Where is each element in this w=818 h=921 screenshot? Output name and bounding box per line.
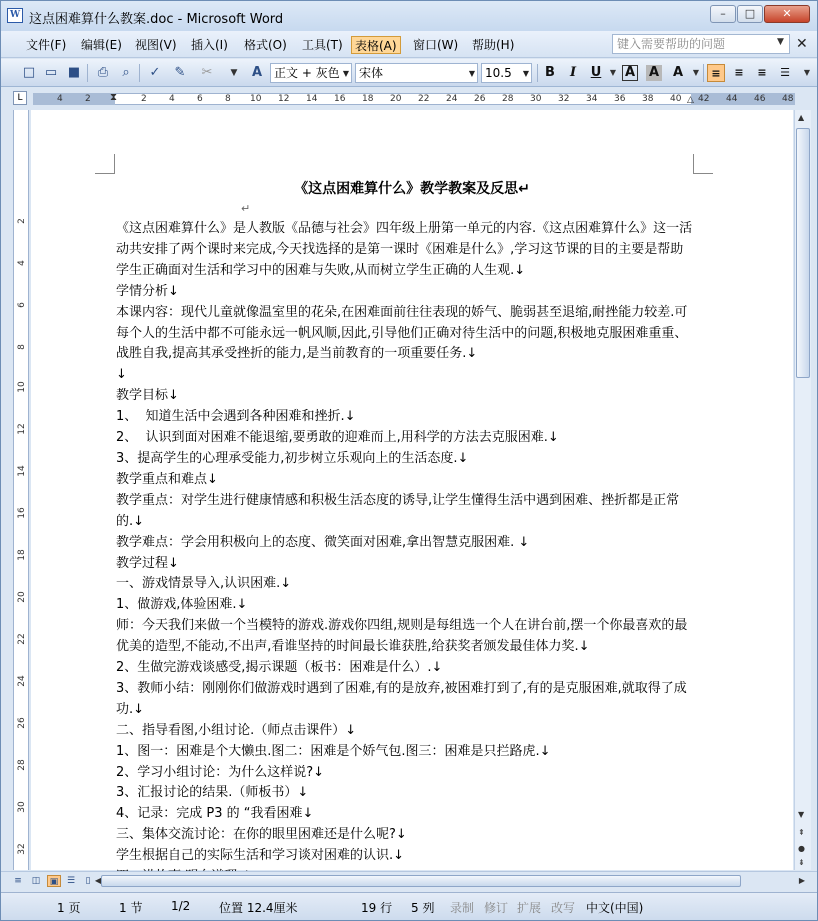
vertical-scrollbar[interactable] (794, 110, 811, 870)
vruler-number: 16 (17, 507, 27, 519)
styles-pane-icon[interactable]: A (251, 65, 263, 80)
vruler-number: 30 (17, 801, 27, 813)
ruler-number: 4 (57, 94, 63, 104)
effect-dropdown-icon[interactable]: ▼ (692, 68, 700, 77)
ruler-left-margin (33, 92, 118, 105)
vruler-number: 6 (17, 302, 27, 308)
paragraph: 《这点困难算什么》是人教版《品德与社会》四年级上册第一单元的内容.《这点困难算什么》这一活动共安排了两个课时来完成,今天找选择的是第一课时《困难是什么》,学习这节课的目的主要是帮助学生正确面对生活和学习中的困难与失败,从而树立学生正确的人生观.↓ (116, 221, 693, 278)
menu-tools[interactable]: 工具(T) (302, 38, 343, 52)
ruler-number: 46 (754, 94, 766, 104)
research-icon[interactable]: ✎ (174, 65, 186, 80)
ruler-number: 18 (362, 94, 374, 104)
horizontal-scroll-thumb[interactable] (101, 875, 741, 887)
ruler-number: 26 (474, 94, 486, 104)
web-view-icon[interactable]: ◫ (31, 876, 41, 886)
ruler-number: 20 (390, 94, 402, 104)
vruler-number: 22 (17, 633, 27, 645)
status-overtype[interactable]: 改写 (551, 901, 576, 915)
chevron-down-icon: ▼ (522, 69, 529, 78)
distributed-align-button[interactable]: ☰ (780, 66, 790, 79)
paragraph: 2、 认识到面对困难不能退缩,要勇敢的迎难而上,用科学的方法去克服困难.↓ (116, 430, 559, 446)
font-select[interactable] (355, 63, 478, 83)
paragraph: 学生根据自己的实际生活和学习谈对困难的认识.↓ (116, 848, 405, 864)
underline-button[interactable]: U (590, 65, 602, 80)
paragraph: 本课内容：现代儿童就像温室里的花朵,在困难面前往往表现的娇气、脆弱甚至退缩,耐挫能力较差.可每个人的生活中都不可能永远一帆风顺,因此,引导他们正确对待生活中的问题,积极地克服困难重重、战胜自我,提高其承受挫折的能力,是当前教育的一项重要任务.↓ (116, 304, 688, 362)
underline-dropdown-icon[interactable]: ▼ (609, 68, 617, 77)
font-size-value: 10.5 (485, 66, 512, 80)
status-page-count: 1/2 (171, 899, 191, 913)
scroll-down-icon[interactable]: ▼ (798, 810, 805, 819)
char-shading-button[interactable]: A (646, 65, 662, 81)
print-preview-icon[interactable]: ⌕ (122, 65, 130, 80)
menu-format[interactable]: 格式(O) (244, 38, 287, 52)
toolbar-separator (537, 64, 538, 82)
ruler-number: 28 (502, 94, 514, 104)
open-folder-icon[interactable]: ▭ (44, 65, 58, 80)
bold-button[interactable]: B (545, 65, 555, 80)
font-size-select[interactable] (481, 63, 532, 83)
text-effect-button[interactable]: A (672, 65, 684, 80)
paragraph: 教学重点和难点↓ (116, 471, 218, 487)
chevron-down-icon: ▼ (468, 69, 475, 78)
vruler-number: 18 (17, 549, 27, 561)
paragraph: 教学过程↓ (116, 555, 179, 571)
paragraph: 3、提高学生的心理承受能力,初步树立乐观向上的生活态度.↓ (116, 450, 469, 466)
vruler-number: 28 (17, 759, 27, 771)
cut-icon[interactable]: ✂ (201, 65, 213, 80)
status-record[interactable]: 录制 (450, 901, 475, 915)
ruler-number: 2 (85, 94, 91, 104)
menu-window[interactable]: 窗口(W) (413, 38, 459, 52)
paragraph: 三、集体交流讨论：在你的眼里困难还是什么呢?↓ (116, 827, 407, 843)
toolbar-options-icon[interactable]: ▼ (230, 68, 238, 78)
word-app-icon[interactable]: W (7, 8, 23, 23)
ruler-number: 8 (225, 94, 231, 104)
ruler-number: 22 (418, 94, 430, 104)
print-layout-view-icon[interactable]: ▣ (47, 875, 61, 887)
document-body[interactable] (116, 219, 696, 888)
tab-selector[interactable]: L (13, 91, 27, 105)
browse-object-icon[interactable]: ● (798, 844, 805, 853)
ruler-number: 40 (670, 94, 682, 104)
status-extend[interactable]: 扩展 (517, 901, 542, 915)
status-language[interactable]: 中文(中国) (586, 901, 644, 915)
paragraph: 2、生做完游戏谈感受,揭示课题（板书：困难是什么）.↓ (116, 660, 443, 676)
vruler-number: 10 (17, 381, 27, 393)
help-search-input[interactable]: 键入需要帮助的问题 (612, 34, 790, 54)
style-value: 正文 + 灰色 (274, 66, 340, 80)
ruler-number: 42 (698, 94, 710, 104)
vruler-number: 32 (17, 843, 27, 855)
crop-mark (95, 154, 115, 174)
status-bar (1, 892, 817, 920)
toolbar-options-icon[interactable]: ▼ (803, 68, 811, 77)
paragraph: 1、做游戏,体验困难.↓ (116, 597, 248, 613)
ruler-number: 38 (642, 94, 654, 104)
ruler-number: 16 (334, 94, 346, 104)
spelling-icon[interactable]: ✓ (149, 65, 161, 80)
toolbar-separator (703, 64, 704, 82)
help-dropdown-icon[interactable]: ▼ (777, 37, 784, 47)
title-bar[interactable] (1, 1, 817, 31)
ruler-number: 10 (250, 94, 262, 104)
vruler-number: 4 (17, 260, 27, 266)
new-document-icon[interactable]: □ (22, 65, 36, 80)
vertical-scroll-thumb[interactable] (796, 128, 810, 378)
menu-view[interactable]: 视图(V) (135, 38, 177, 52)
vruler-number: 12 (17, 423, 27, 435)
horizontal-scrollbar[interactable] (1, 871, 817, 889)
align-center-button[interactable]: ≡ (734, 66, 744, 79)
vertical-ruler[interactable] (13, 110, 29, 870)
window-title: 这点困难算什么教案.doc - Microsoft Word (29, 12, 284, 27)
toolbar-separator (139, 64, 140, 82)
vruler-number: 26 (17, 717, 27, 729)
ruler-number: 6 (197, 94, 203, 104)
ruler-number: 44 (726, 94, 738, 104)
vruler-number: 2 (17, 218, 27, 224)
chevron-down-icon: ▼ (342, 69, 349, 78)
paragraph: 1、 知道生活中会遇到各种困难和挫折.↓ (116, 409, 356, 425)
vruler-number: 24 (17, 675, 27, 687)
paragraph: 教学目标↓ (116, 388, 179, 404)
paragraph: 学情分析↓ (116, 283, 179, 299)
right-indent-marker-icon[interactable]: △ (687, 95, 694, 105)
menu-insert[interactable]: 插入(I) (191, 38, 228, 52)
paragraph: 3、汇报讨论的结果.（师板书）↓ (116, 785, 309, 801)
ruler-number: 14 (306, 94, 318, 104)
ruler-number: 34 (586, 94, 598, 104)
scroll-left-icon[interactable]: ◀ (94, 876, 102, 885)
document-page[interactable] (31, 110, 793, 870)
ruler-number: 2 (141, 94, 147, 104)
ruler-number: 48 (782, 94, 794, 104)
crop-mark (693, 154, 713, 174)
paragraph: 4、记录：完成 P3 的 “我看困难↓ (116, 806, 314, 822)
empty-paragraph-mark: ↵ (241, 202, 251, 215)
paragraph: 3、教师小结：刚刚你们做游戏时遇到了困难,有的是放弃,被困难打到了,有的是克服困难,就取得了成功.↓ (116, 680, 687, 717)
maximize-button[interactable]: □ (737, 5, 763, 23)
status-section: 1 节 (119, 901, 143, 915)
ruler-number: 4 (169, 94, 175, 104)
status-page: 1 页 (57, 901, 81, 915)
reading-view-icon[interactable]: ▯ (85, 876, 91, 886)
document-close-button[interactable]: ✕ (796, 36, 808, 52)
paragraph: 一、游戏情景导入,认识困难.↓ (116, 576, 292, 592)
menu-help[interactable]: 帮助(H) (472, 38, 515, 52)
document-title: 《这点困难算什么》教学教案及反思↵ (294, 181, 530, 197)
status-position: 位置 12.4厘米 (219, 901, 298, 915)
close-window-button[interactable]: ✕ (764, 5, 810, 23)
menu-edit[interactable]: 编辑(E) (81, 38, 122, 52)
paragraph: 教学难点：学会用积极向上的态度、微笑面对困难,拿出智慧克服困难. ↓ (116, 534, 530, 550)
standard-toolbar (1, 59, 817, 87)
ruler-number: 36 (614, 94, 626, 104)
vruler-number: 8 (17, 344, 27, 350)
menu-table[interactable]: 表格(A) (351, 36, 401, 54)
indent-marker-icon[interactable]: ⧗ (110, 92, 118, 103)
save-icon[interactable]: ■ (67, 65, 81, 80)
style-select[interactable] (270, 63, 352, 83)
horizontal-ruler[interactable] (1, 88, 817, 109)
ruler-number: 32 (558, 94, 570, 104)
paragraph: 师：今天我们来做一个当模特的游戏.游戏你四组,规则是每组选一个人在讲台前,摆一个你最喜欢的最优美的造型,不能动,不出声,看谁坚持的时间最长谁获胜,给获奖者颁发最佳体力奖.↓ (116, 618, 688, 655)
ruler-number: 24 (446, 94, 458, 104)
status-line: 19 行 (361, 901, 393, 915)
scroll-right-icon[interactable]: ▶ (798, 876, 806, 885)
paragraph: 1、图一：困难是个大懒虫.图二：困难是个娇气包.图三：困难是只拦路虎.↓ (116, 743, 551, 759)
char-border-button[interactable]: A (622, 65, 638, 81)
outline-view-icon[interactable]: ☰ (66, 876, 76, 886)
align-right-button[interactable]: ≡ (757, 66, 767, 79)
menu-file[interactable]: 文件(F) (26, 38, 67, 52)
paragraph: ↓ (116, 367, 127, 383)
toolbar-separator (87, 64, 88, 82)
paragraph: 二、指导看图,小组讨论.（师点击课件）↓ (116, 722, 357, 738)
previous-page-icon[interactable]: ⇞ (798, 828, 805, 837)
status-column: 5 列 (411, 901, 435, 915)
font-value: 宋体 (359, 66, 384, 80)
normal-view-icon[interactable]: ≡ (14, 876, 22, 886)
status-track-changes[interactable]: 修订 (484, 901, 509, 915)
next-page-icon[interactable]: ⇟ (798, 858, 805, 867)
paragraph: 教学重点：对学生进行健康情感和积极生活态度的诱导,让学生懂得生活中遇到困难、挫折都是正常的.↓ (116, 492, 680, 529)
paragraph: 2、学习小组讨论：为什么这样说?↓ (116, 764, 325, 780)
align-justify-button[interactable]: ≡ (707, 64, 725, 82)
ruler-number: 30 (530, 94, 542, 104)
ruler-number: 12 (278, 94, 290, 104)
vruler-number: 14 (17, 465, 27, 477)
vruler-number: 20 (17, 591, 27, 603)
italic-button[interactable]: I (569, 65, 577, 80)
print-icon[interactable]: ⎙ (97, 65, 109, 80)
minimize-button[interactable]: – (710, 5, 736, 23)
scroll-up-icon[interactable]: ▲ (798, 113, 805, 122)
